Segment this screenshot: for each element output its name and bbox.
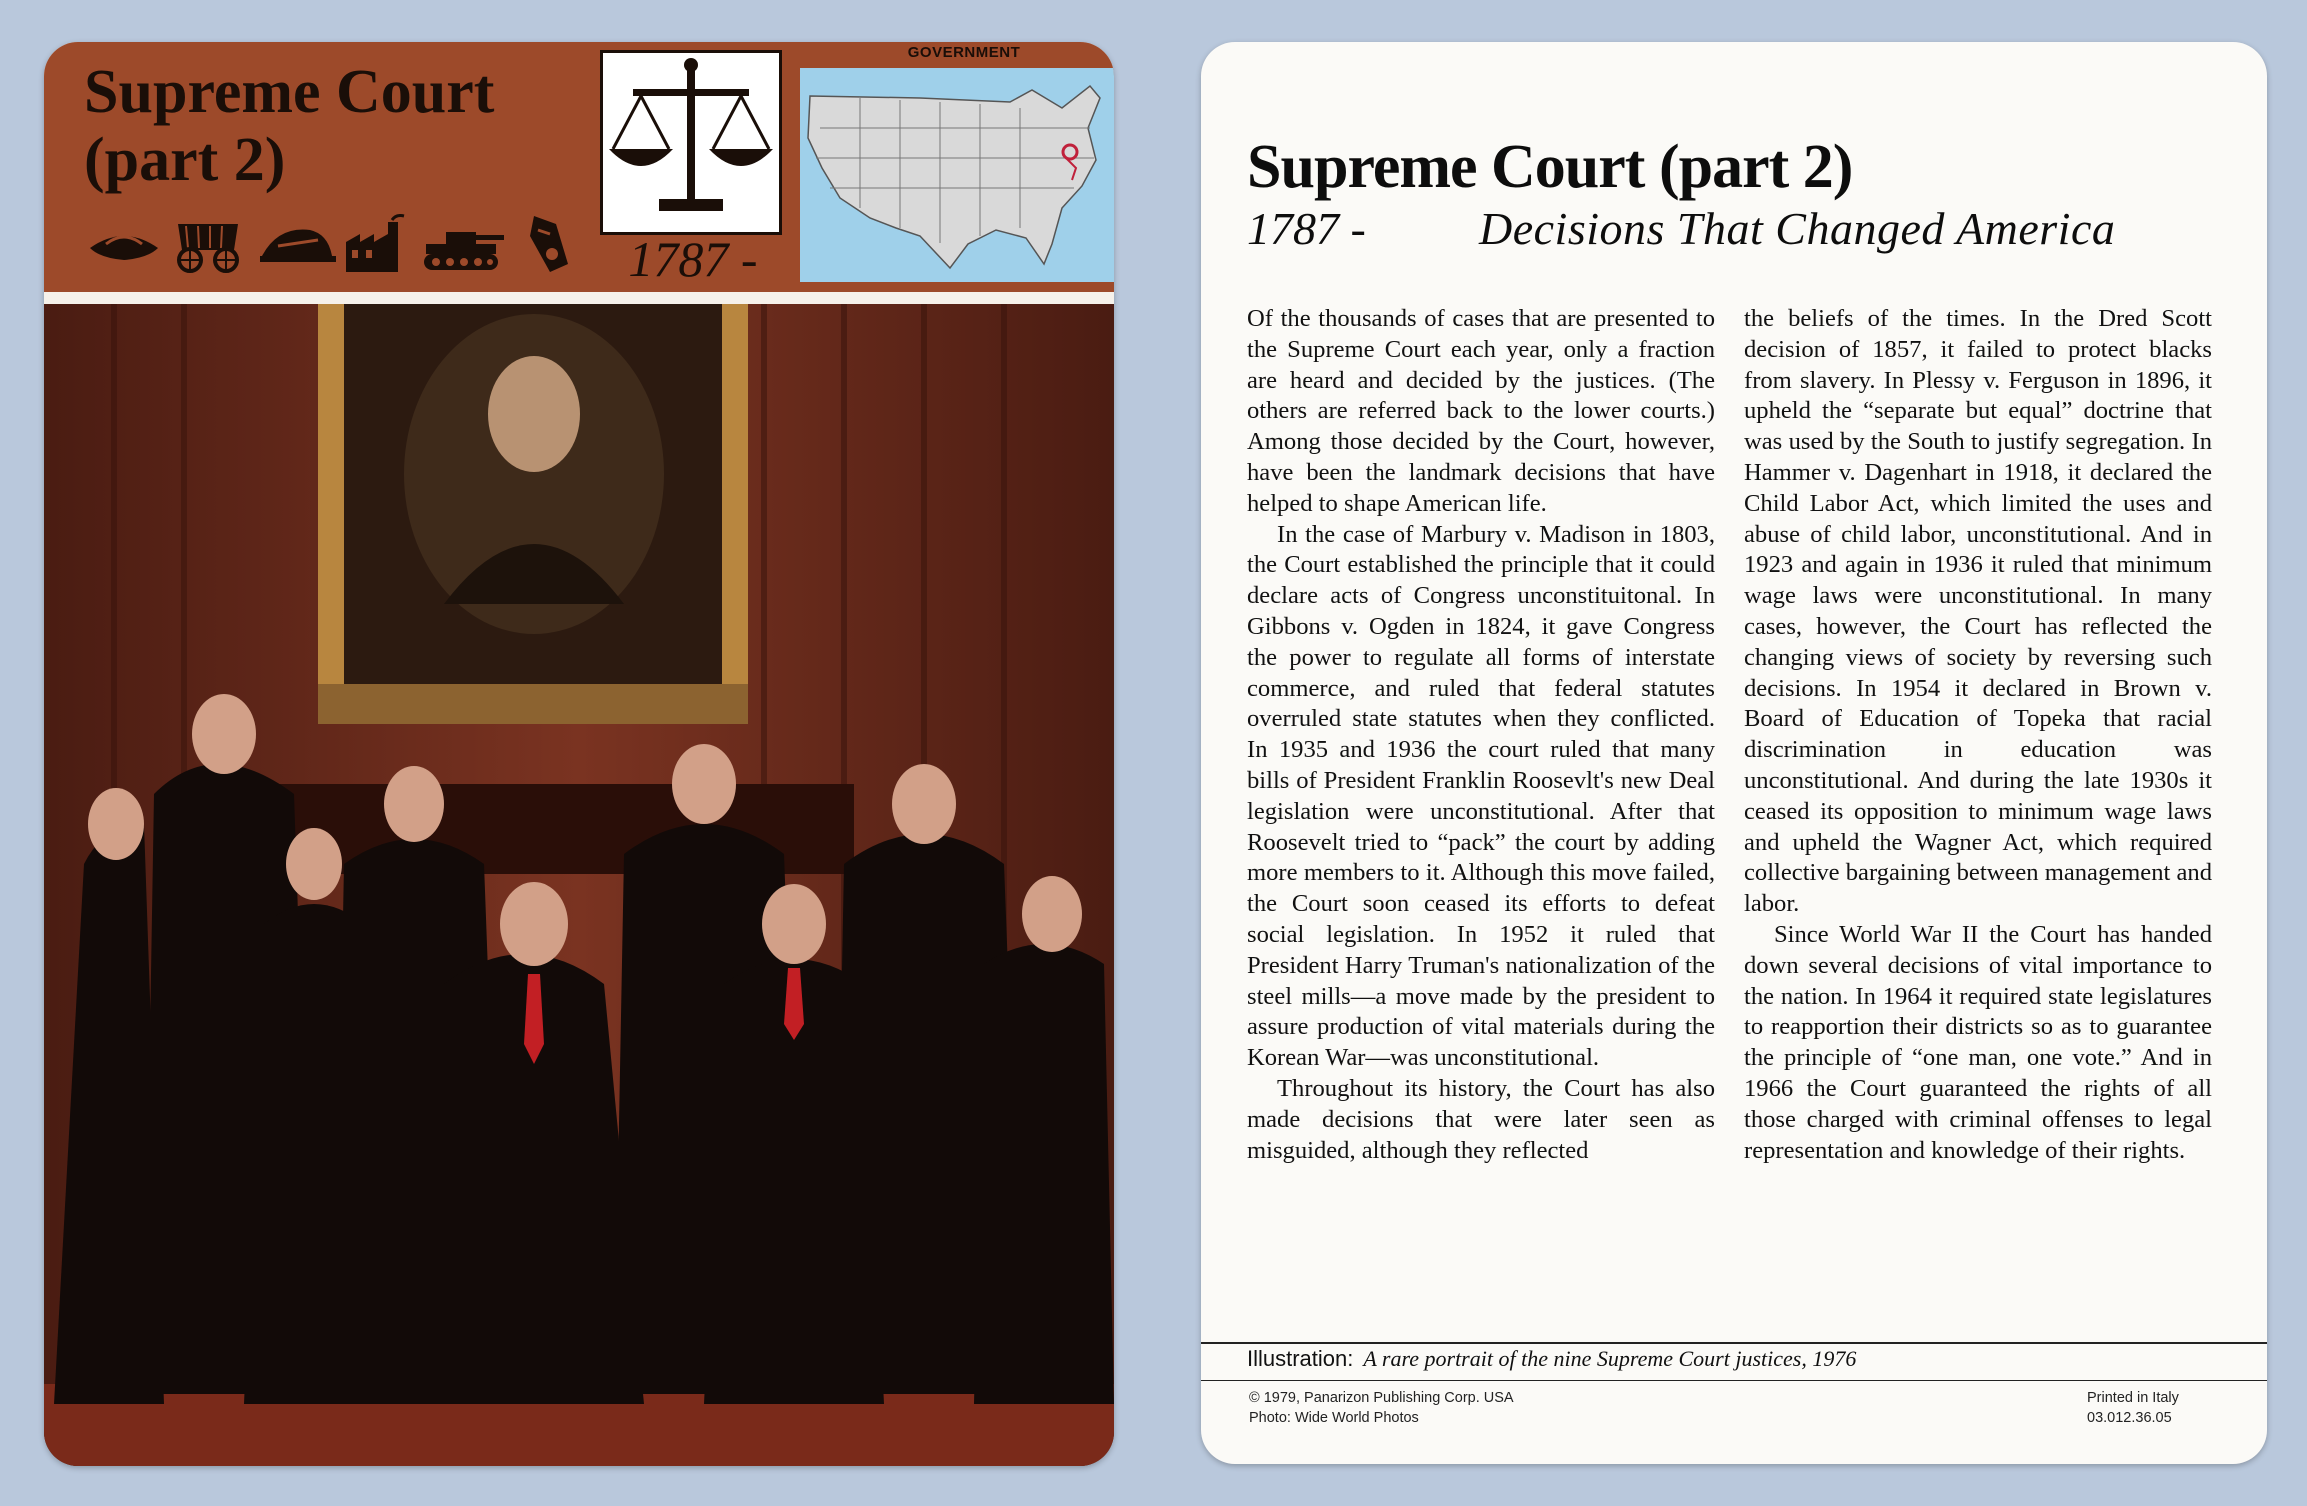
- back-title: Supreme Court (part 2): [1247, 133, 1853, 201]
- helmet-icon: [258, 214, 338, 274]
- illustration-caption: [1247, 1346, 2247, 1372]
- front-header: [44, 42, 1114, 292]
- back-date: 1787 -: [1247, 203, 1366, 254]
- scales-of-justice-icon: [603, 53, 779, 232]
- paragraph: the beliefs of the times. In the Dred Scott decision of 1857, it failed to protect blacks from slavery. In Plessy v. Ferguson in 1896, it upheld the “separate but equal” doctrine that was used by the South to justify segregation. In Hammer v. Dagenhart in 1918, it declared the Child Labor Act, which limited the uses and abuse of child labor, unconstitutional. And in 1923 and again in 1936 it ruled that minimum wage laws were unconstitutional. In many cases, however, the Court has reflected the changing views of society by reversing such decisions. In 1954 it declared in Brown v. Board of Education of Topeka that racial discrimination in education was unconstitutional. And during the late 1930s it ceased its opposition to minimum wage laws and upheld the Wagner Act, which required collective bargaining between management and labor.: [1744, 305, 2213, 918]
- text-column-left: [1247, 304, 1715, 1166]
- paragraph: Of the thousands of cases that are presented to the Supreme Court each year, only a fraction are heard and decided by the justices. (The others are referred back to the lower courts.) Among those decided by the Court, however, have been the landmark decisions that have helped to shape American life.: [1247, 305, 1715, 517]
- paragraph: Throughout its history, the Court has also made decisions that were later seen as misguided, although they reflected: [1247, 1074, 1715, 1164]
- rocket-icon: [516, 214, 576, 274]
- category-label: GOVERNMENT: [907, 44, 1021, 61]
- front-date: 1787 -: [628, 231, 758, 287]
- tank-icon: [420, 214, 506, 274]
- photo-credit: Photo: Wide World Photos: [1249, 1410, 1419, 1426]
- card-code: 03.012.36.05: [2087, 1410, 2172, 1426]
- card-front: [44, 42, 1114, 1466]
- caption-divider: [1201, 1380, 2267, 1381]
- tricorn-hat-icon: [88, 214, 160, 274]
- footer-divider: [1201, 1342, 2267, 1344]
- scales-symbol-box: [600, 50, 782, 235]
- paragraph: Since World War II the Court has handed down several decisions of vital importance to the nation. In 1964 it required state legislatures to reapportion their districts so as to guarantee the principle of “one man, one vote.” And in 1966 the Court guaranteed the rights of all those charged with criminal offenses to legal representation and knowledge of their rights.: [1744, 920, 2212, 1164]
- printed-in: Printed in Italy: [2087, 1390, 2179, 1406]
- illustration-text: A rare portrait of the nine Supreme Court justices, 1976: [1363, 1346, 1857, 1371]
- paragraph: In the case of Marbury v. Madison in 1803, the Court established the principle that it could declare acts of Congress unconstituitonal. In Gibbons v. Ogden in 1824, it gave Congress the power to regulate all forms of interstate commerce, and ruled that federal statutes overruled state statutes when they conflicted. In 1935 and 1936 the court ruled that many bills of President Franklin Roosevlt's new Deal legislation were unconstitutional. After that Roosevelt tried to “pack” the court by adding more members to it. Although this move failed, the Court soon ceased its efforts to defeat social legislation. In 1952 it ruled that President Harry Truman's nationalization of the steel mills—a move made by the president to assure production of vital materials during the Korean War—was unconstitutional.: [1247, 520, 1715, 1072]
- covered-wagon-icon: [168, 214, 248, 274]
- text-column-right: [1744, 304, 2212, 1166]
- credits: [1249, 1388, 1514, 1428]
- factory-icon: [344, 214, 414, 274]
- copyright: © 1979, Panarizon Publishing Corp. USA: [1249, 1390, 1514, 1406]
- category-icon-row: [88, 214, 588, 274]
- front-title: Supreme Court (part 2): [84, 58, 495, 194]
- header-divider: [44, 292, 1114, 304]
- illustration-label: Illustration:: [1247, 1346, 1354, 1371]
- justices-photo: [44, 304, 1114, 1466]
- print-info: [2087, 1388, 2179, 1428]
- card-back: [1201, 42, 2267, 1464]
- us-map: [800, 68, 1114, 282]
- back-subtitle: Decisions That Changed America: [1479, 203, 2116, 254]
